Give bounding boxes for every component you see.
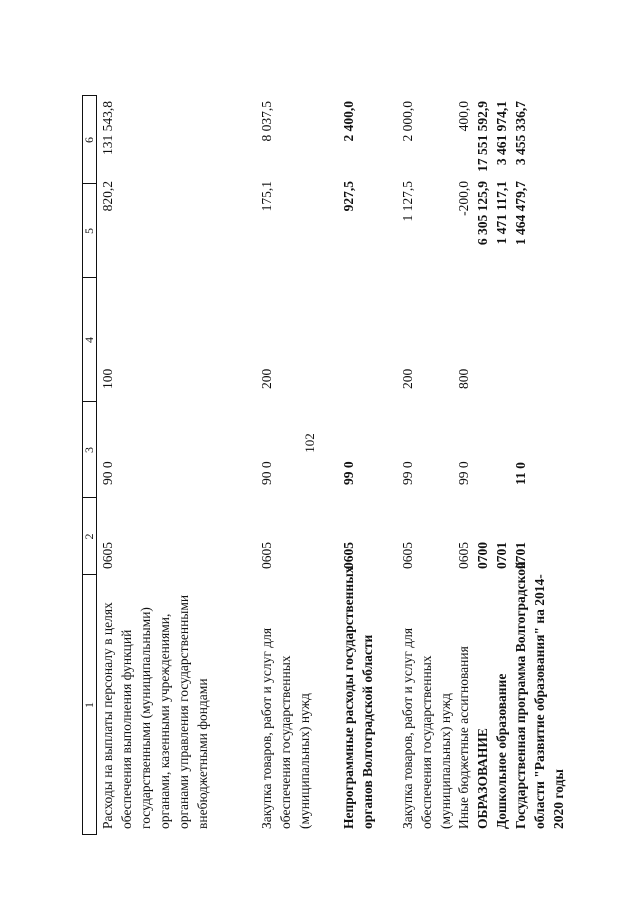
page-number: 102 (301, 433, 317, 453)
row-name: Закупка товаров, работ и услуг для обеспечения государственных (муниципальных) нужд (400, 627, 453, 829)
column-header: 3 (82, 447, 96, 453)
row-total: 131 543,8 (100, 101, 115, 155)
row-code: 0701 (494, 542, 509, 569)
table-header-rule (96, 95, 97, 835)
budget-table (82, 95, 566, 835)
row-total: 2 000,0 (400, 101, 415, 142)
row-change: 927,5 (341, 181, 356, 212)
row-total: 2 400,0 (341, 101, 356, 142)
row-change: 175,1 (259, 181, 274, 212)
row-code: 0605 (341, 542, 356, 569)
row-total: 3 461 974,1 (494, 101, 509, 166)
column-header: 4 (82, 337, 96, 343)
row-type: 800 (456, 368, 471, 389)
row-name: Закупка товаров, работ и услуг для обеспечения государственных (муниципальных) нужд (259, 627, 312, 829)
row-code: 0605 (456, 542, 471, 569)
row-name: Дошкольное образование (494, 673, 509, 829)
row-total: 8 037,5 (259, 101, 274, 142)
row-name: Непрограммные расходы государственных органов Волгоградской области (341, 566, 375, 829)
row-total: 17 551 592,9 (475, 101, 490, 172)
column-header: 1 (82, 702, 96, 708)
row-target: 90 0 (259, 461, 274, 485)
row-change: 6 305 125,9 (475, 181, 490, 246)
row-target: 90 0 (100, 461, 115, 485)
row-code: 0701 (513, 542, 528, 569)
row-code: 0700 (475, 542, 490, 569)
row-target: 99 0 (341, 461, 356, 485)
row-target: 99 0 (456, 461, 471, 485)
row-name: Государственная программа Волгоградской области "Развитие образования" на 2014-2020 годы (513, 561, 566, 829)
column-header: 5 (82, 228, 96, 234)
row-total: 3 455 336,7 (513, 101, 528, 166)
column-header: 2 (82, 533, 96, 540)
row-name: Расходы на выплаты персоналу в целях обеспечения выполнения функций государственными (муниципальными) органами, казенными учреждениями, органами управления государственными внебюджетными фондами (100, 594, 210, 829)
column-header: 6 (82, 137, 96, 143)
row-type: 100 (100, 368, 115, 389)
row-code: 0605 (259, 542, 274, 569)
row-change: 820,2 (100, 181, 115, 212)
row-target: 99 0 (400, 461, 415, 485)
row-name: ОБРАЗОВАНИЕ (475, 728, 490, 829)
row-change: 1 464 479,7 (513, 181, 528, 246)
row-code: 0605 (400, 542, 415, 569)
row-type: 200 (259, 368, 274, 389)
row-code: 0605 (100, 542, 115, 569)
row-type: 200 (400, 368, 415, 389)
row-name: Иные бюджетные ассигнования (456, 646, 471, 829)
row-total: 400,0 (456, 101, 471, 132)
row-change: 1 471 117,1 (494, 181, 509, 245)
row-target: 11 0 (513, 462, 528, 485)
row-change: -200,0 (456, 181, 471, 216)
row-change: 1 127,5 (400, 181, 415, 222)
